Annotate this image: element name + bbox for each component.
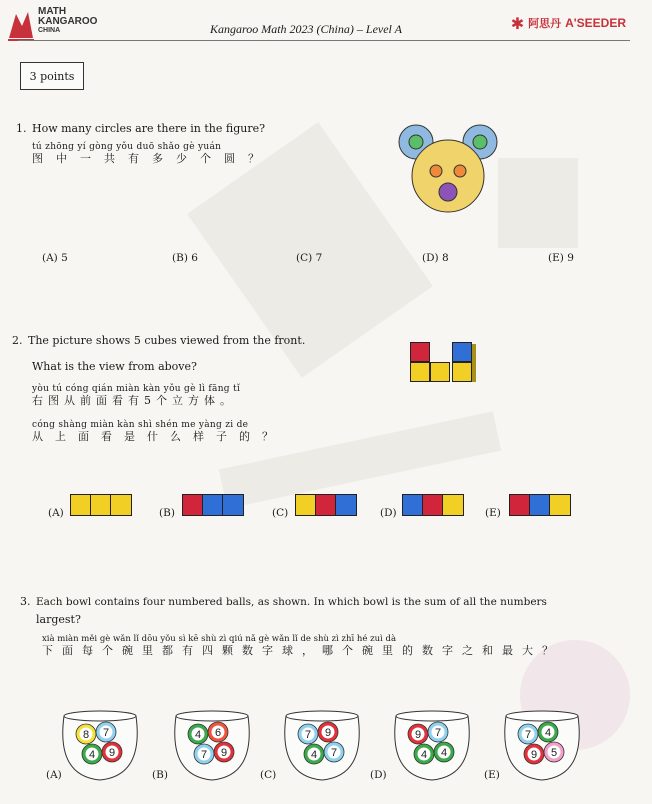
q2-pinyin-2: cóng shàng miàn kàn shì shén me yàng zi de	[32, 420, 249, 430]
q2-hanzi-1: 右图从前面看有5个立方体。	[32, 394, 236, 407]
logo-line-kangaroo: KANGAROO	[38, 16, 98, 27]
ball-number: 7	[200, 749, 208, 761]
q2-text: The picture shows 5 cubes viewed from the front.	[28, 334, 306, 347]
q3-hanzi: 下面每个碗里都有四颗数字球，哪个碗里的数字之和最大？	[42, 644, 562, 657]
q3-number: 3.	[20, 595, 31, 608]
q1-option-a[interactable]: (A) 5	[42, 252, 68, 264]
bleed-through-shape	[498, 158, 578, 248]
ball-number: 7	[524, 729, 532, 741]
q2-option-e-figure[interactable]	[509, 494, 571, 516]
cube-top-red	[410, 342, 430, 362]
q3-text-2: largest?	[36, 613, 81, 626]
bowl-b[interactable]	[152, 711, 249, 781]
kangaroo-logo-icon	[6, 8, 36, 42]
ball-number: 7	[434, 727, 442, 739]
bowl-rim	[286, 711, 358, 721]
aseeder-logo-en: A'SEEDER	[565, 16, 626, 30]
q2-option-a[interactable]: (A)	[48, 507, 64, 519]
points-section-box: 3 points	[20, 62, 84, 90]
ball-number: 9	[108, 747, 116, 759]
q3-text: Each bowl contains four numbered balls, as shown. In which bowl is the sum of all the numbers	[36, 596, 547, 608]
q1-number: 1.	[16, 122, 27, 135]
q2-pinyin-1: yòu tú cóng qián miàn kàn yǒu gè lì fāng tǐ	[32, 384, 241, 394]
cube-bottom-yellow-1	[410, 362, 430, 382]
cube-bottom-yellow-3	[452, 362, 472, 382]
ball-number: 7	[102, 727, 110, 739]
ball-number: 9	[324, 727, 332, 739]
cube-top-face	[472, 344, 476, 382]
ball-number: 4	[420, 749, 428, 761]
ball-number: 8	[82, 729, 90, 741]
q3-pinyin: xià miàn měi gè wǎn lǐ dōu yǒu sì kē shù zì qiú nǎ gè wǎn lǐ de shù zì zhī hé zuì dà	[42, 634, 397, 644]
logo-line-math: MATH	[38, 6, 67, 17]
q1-circles-figure	[396, 118, 500, 216]
q1-text: How many circles are there in the figure?	[32, 122, 266, 135]
bowl-a[interactable]	[46, 711, 137, 781]
q2-option-e[interactable]: (E)	[485, 507, 501, 519]
q2-number: 2.	[12, 334, 23, 347]
q2-subtext: What is the view from above?	[32, 360, 197, 373]
ball-number: 4	[544, 727, 552, 739]
q1-hanzi: 图中一共有多少个圆？	[32, 152, 272, 165]
bowl-c[interactable]	[260, 711, 359, 781]
left-eye-circle	[430, 165, 442, 177]
cube-bottom-yellow-2	[430, 362, 450, 382]
bowl-d[interactable]	[370, 711, 469, 781]
q2-option-b[interactable]: (B)	[159, 507, 175, 519]
q1-option-c[interactable]: (C) 7	[296, 252, 323, 264]
q1-option-e[interactable]: (E) 9	[548, 252, 574, 264]
q1-option-b[interactable]: (B) 6	[172, 252, 198, 264]
q2-option-b-figure[interactable]	[182, 494, 244, 516]
page-header-title: Kangaroo Math 2023 (China) – Level A	[210, 22, 402, 36]
bowl-rim	[396, 711, 468, 721]
ball-number: 4	[440, 747, 448, 759]
ball-number: 9	[530, 749, 538, 761]
mouth-circle	[439, 183, 457, 201]
bowl-rim	[506, 711, 578, 721]
ball-number: 4	[88, 749, 96, 761]
q3-bowls-row	[0, 690, 652, 800]
q2-hanzi-2: 从上面看是什么样子的？	[32, 430, 285, 443]
ball-number: 6	[214, 727, 222, 739]
aseeder-logo	[511, 10, 626, 36]
q2-option-c-figure[interactable]	[295, 494, 357, 516]
q2-option-a-figure[interactable]	[70, 494, 132, 516]
q2-option-c[interactable]: (C)	[272, 507, 289, 519]
ball-number: 4	[310, 749, 318, 761]
ball-number: 9	[414, 729, 422, 741]
bowl-label: (D)	[370, 769, 387, 781]
bowl-rim	[64, 711, 136, 721]
math-kangaroo-logo	[6, 6, 96, 42]
aseeder-logo-cn: 阿思丹	[528, 17, 562, 30]
cube-top-blue	[452, 342, 472, 362]
q1-pinyin: tú zhōng yí gòng yǒu duō shǎo gè yuán	[32, 142, 222, 152]
ball-number: 7	[330, 747, 338, 759]
logo-line-china: CHINA	[38, 27, 61, 34]
bowl-rim	[176, 711, 248, 721]
q2-option-d-figure[interactable]	[402, 494, 464, 516]
ball-number: 5	[550, 747, 558, 759]
bowl-label: (B)	[152, 769, 168, 781]
bowl-label: (C)	[260, 769, 277, 781]
q1-option-d[interactable]: (D) 8	[422, 252, 449, 264]
right-ear-inner-circle	[473, 135, 487, 149]
q2-cubes-figure	[410, 340, 476, 386]
header-rule	[18, 40, 630, 41]
left-ear-inner-circle	[409, 135, 423, 149]
ball-number: 9	[220, 747, 228, 759]
ball-number: 4	[194, 729, 202, 741]
ball-number: 7	[304, 729, 312, 741]
bowl-e[interactable]	[484, 711, 579, 781]
right-eye-circle	[454, 165, 466, 177]
bowls-figure	[0, 690, 652, 800]
q2-option-d[interactable]: (D)	[380, 507, 397, 519]
bowl-label: (A)	[46, 769, 62, 781]
aseeder-star-icon: ✱	[510, 13, 525, 33]
bowl-label: (E)	[484, 769, 500, 781]
